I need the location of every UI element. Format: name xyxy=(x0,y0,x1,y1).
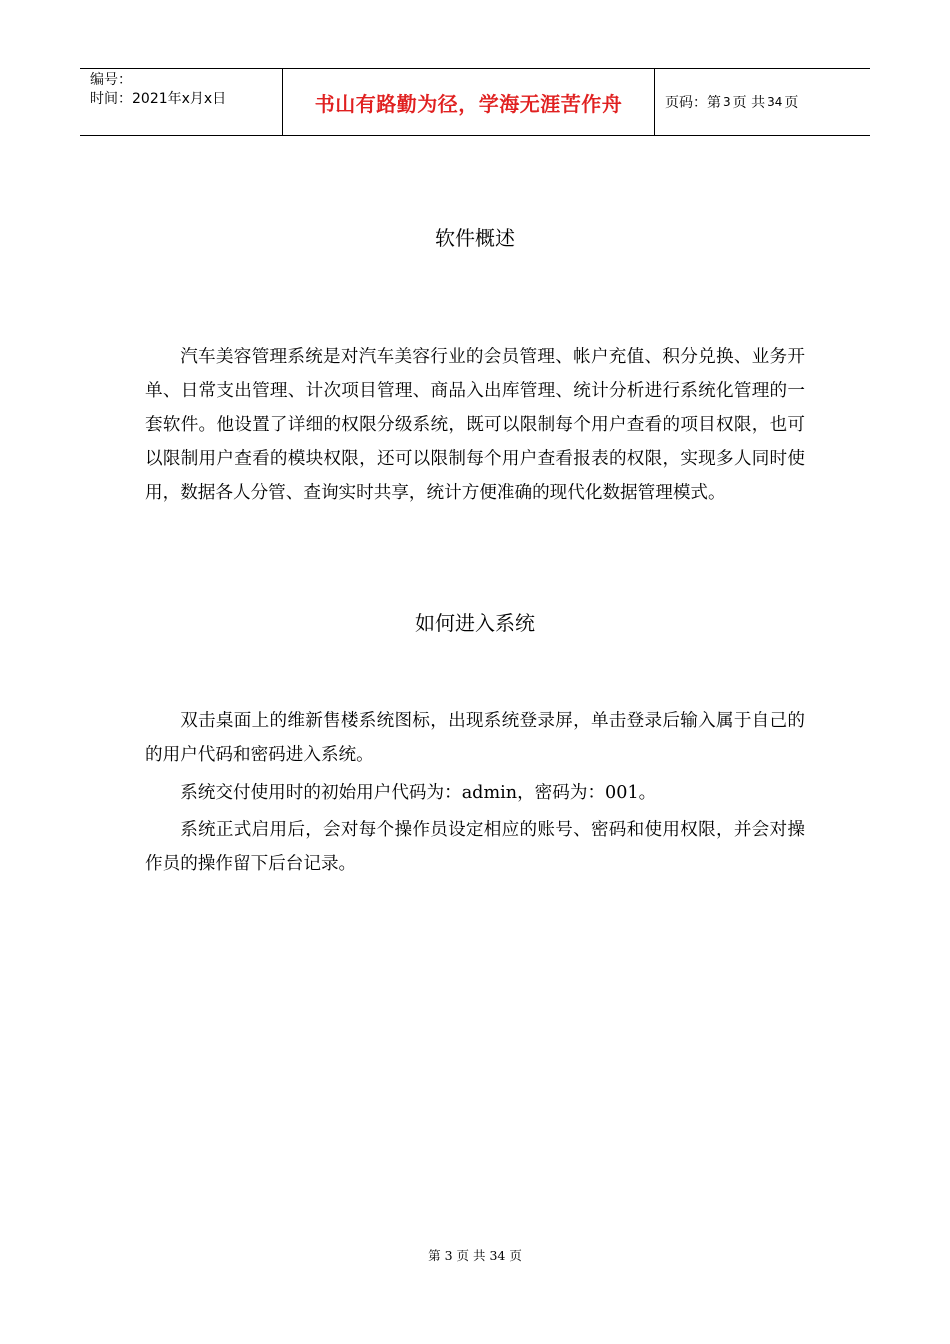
header-motto: 书山有路勤为径，学海无涯苦作舟 xyxy=(282,69,655,135)
page-middle: 页 共 xyxy=(732,95,766,111)
page-total: 34 xyxy=(767,95,783,109)
page-suffix: 页 xyxy=(784,95,799,111)
enter-system-paragraph-2: 系统交付使用时的初始用户代码为：admin，密码为：001。 xyxy=(180,783,657,803)
section-title-overview: 软件概述 xyxy=(435,226,515,250)
serial-label: 编号： xyxy=(90,72,132,88)
enter-system-paragraph-1: 双击桌面上的维新售楼系统图标，出现系统登录屏，单击登录后输入属于自己的的用户代码和密码进入系统。 xyxy=(145,711,805,765)
page-current: 3 xyxy=(723,95,731,109)
header-page-info xyxy=(655,69,870,135)
page-footer: 第 3 页 共 34 页 xyxy=(428,1248,522,1263)
overview-paragraph: 汽车美容管理系统是对汽车美容行业的会员管理、帐户充值、积分兑换、业务开单、日常支出管理、计次项目管理、商品入出库管理、统计分析进行系统化管理的一套软件。他设置了详细的权限分级系统，既可以限制每个用户查看的项目权限，也可以限制用户查看的模块权限，还可以限制每个用户查看报表的权限，实现多人同时使用，数据各人分管、查询实时共享，统计方便准确的现代化数据管理模式。 xyxy=(145,347,805,503)
header-meta xyxy=(80,69,282,135)
page-prefix: 页码：第 xyxy=(665,95,721,111)
section-title-enter-system: 如何进入系统 xyxy=(415,611,535,635)
enter-system-paragraph-3: 系统正式启用后，会对每个操作员设定相应的账号、密码和使用权限，并会对操作员的操作留下后台记录。 xyxy=(145,820,805,874)
time-label: 时间：2021年x月x日 xyxy=(90,91,227,107)
page-header xyxy=(80,68,870,136)
